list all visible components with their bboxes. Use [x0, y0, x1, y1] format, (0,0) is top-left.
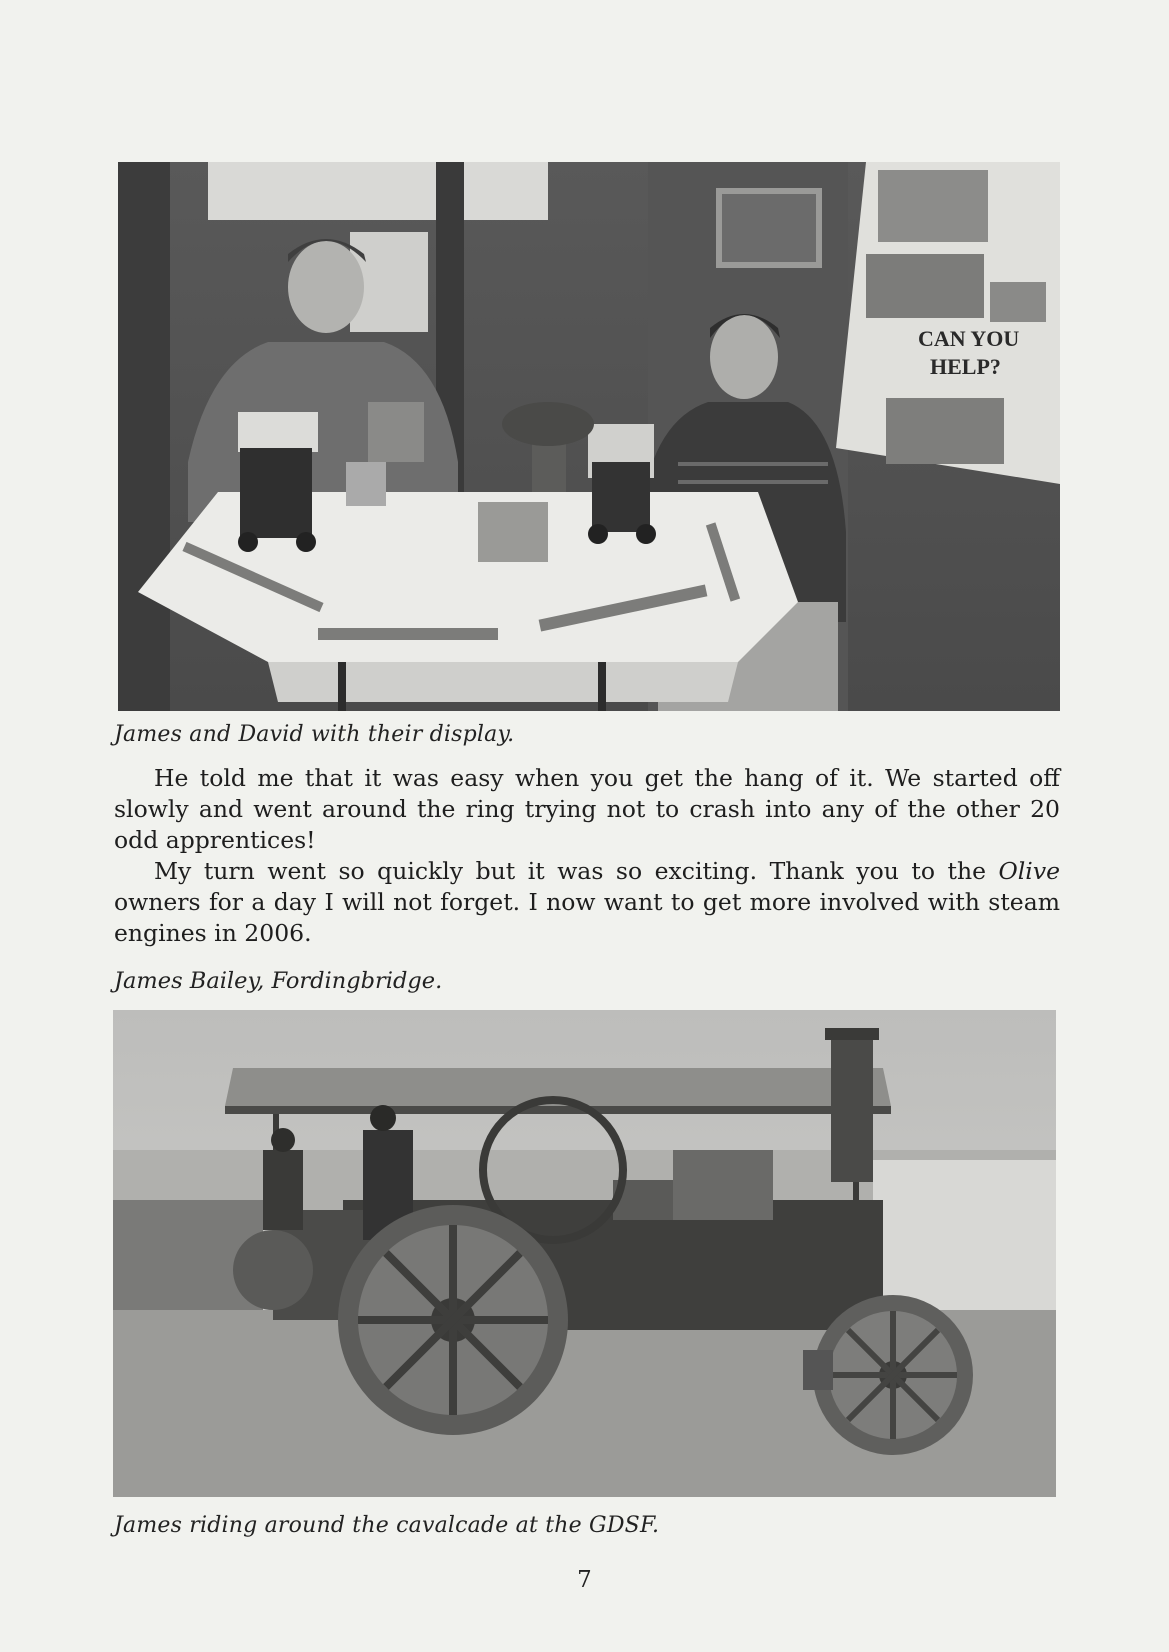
display-photo-caption: James and David with their display.: [114, 722, 515, 747]
cavalcade-photo: [113, 1010, 1056, 1497]
display-photo: [118, 162, 1060, 711]
cavalcade-photo-image: [113, 1010, 1056, 1497]
display-photo-image: [118, 162, 1060, 711]
article-paragraph-2: [114, 856, 1060, 949]
article-paragraph-2-end: owners for a day I will not forget. I now want to get more involved with steam engines in 2006.: [114, 888, 1060, 947]
article-paragraph-2-start: My turn went so quickly but it was so exciting. Thank you to the: [154, 857, 999, 885]
poster-sign-line1: CAN YOU: [918, 326, 1020, 351]
author-signature: James Bailey, Fordingbridge.: [114, 968, 443, 994]
olive-engine-name: Olive: [998, 857, 1060, 885]
article-paragraph-1: He told me that it was easy when you get the hang of it. We started off slowly and went around the ring trying not to crash into any of the other 20 odd apprentices!: [114, 764, 1060, 854]
poster-sign-line2: HELP?: [930, 354, 1001, 379]
cavalcade-photo-caption: James riding around the cavalcade at the GDSF.: [114, 1513, 660, 1538]
page-number: 7: [577, 1567, 592, 1593]
article-body: [114, 763, 1060, 949]
